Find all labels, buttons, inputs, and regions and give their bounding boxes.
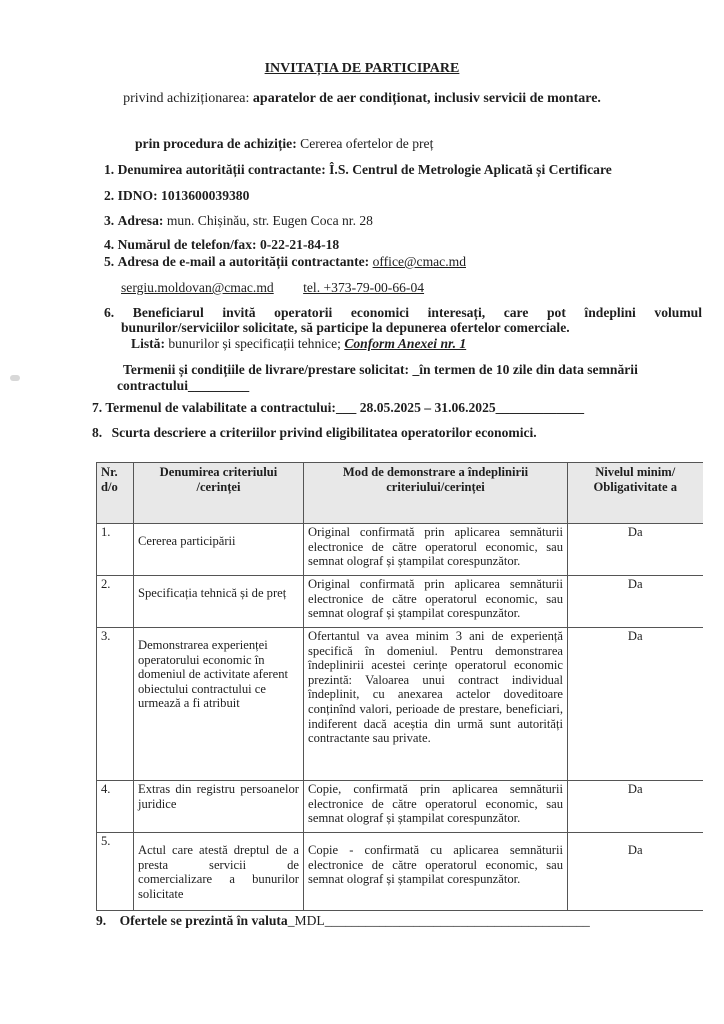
item-number: 1. (104, 162, 115, 177)
row-number: 1. (97, 524, 134, 576)
demonstration-mode: Ofertantul va avea minim 3 ani de experiență specifică în domeniul. Pentru demonstrarea îndeplinirii acestei cerințe operatorul economic prezintă: Valoarea unui contract individual îndeplinit, cu anexarea actelor doveditoare conținînd valori, perioade de prestare, beneficiari, indiferent dacă aceștia din urmă sunt autorități contractante sau private. (304, 628, 568, 781)
terms-blank: _________ (187, 378, 250, 393)
currency-label: Ofertele se prezintă în valuta (119, 913, 288, 928)
address-label: Adresa: (117, 213, 164, 228)
item-number: 5. (104, 254, 115, 269)
table-row (97, 524, 703, 576)
item-number: 2. (104, 188, 115, 203)
criterion-name: Extras din registru persoanelor juridice (134, 781, 304, 833)
validity-post-blank: _____________ (495, 400, 585, 415)
item-6-line1 (104, 305, 702, 321)
header-nr: Nr. d/o (97, 463, 134, 524)
item-7 (92, 400, 584, 416)
delivery-terms-line1: Termenii și condițiile de livrare/prestare solicitat: _în termen de 10 zile din data semnării (123, 362, 638, 377)
item-number: 9. (96, 913, 107, 928)
item-number: 7. (92, 400, 103, 415)
item-number: 6. (104, 305, 115, 320)
contracting-authority: Denumirea autorității contractante: Î.S. Centrul de Metrologie Aplicată și Certificare (117, 162, 612, 177)
table-row (97, 833, 703, 911)
contact-email-link[interactable]: sergiu.moldovan@cmac.md (121, 280, 274, 295)
demonstration-mode: Original confirmată prin aplicarea semnăturii electronice de către operatorul economic, sau semnat olograf și ștampilat corespunzător. (304, 576, 568, 628)
demonstration-mode: Copie, confirmată prin aplicarea semnăturii electronice de către operatorul economic, sau semnat olograf și ștampilat corespunzător. (304, 781, 568, 833)
validity-label: Termenul de valabilitate a contractului: (105, 400, 336, 415)
subtitle-prefix: privind achiziționarea: (123, 91, 253, 106)
subtitle-subject: aparatelor de aer condiționat, inclusiv servicii de montare. (252, 91, 601, 106)
item-number: 3. (104, 213, 115, 228)
currency-value: _MDL (287, 913, 325, 928)
document-title: INVITAȚIA DE PARTICIPARE (264, 61, 460, 76)
eligibility-heading: Scurta descriere a criteriilor privind eligibilitatea operatorilor economici. (111, 425, 537, 440)
contact-line (121, 280, 424, 296)
item-1 (104, 162, 612, 178)
annex-link[interactable]: Conform Anexei nr. 1 (344, 336, 467, 351)
phone-fax: Numărul de telefon/fax: 0-22-21-84-18 (117, 237, 340, 252)
criterion-name: Demonstrarea experienței operatorului economic în domeniul de activitate aferent obiectului contractului ce urmează a fi atribuit (134, 628, 304, 781)
goods-list-line (131, 336, 466, 352)
row-number: 2. (97, 576, 134, 628)
validity-pre-blank: ___ (335, 400, 357, 415)
item-2 (104, 188, 249, 204)
item-9 (96, 913, 590, 929)
procedure-label: prin procedura de achiziție: (135, 136, 297, 151)
terms-contract-word: contractului (117, 378, 188, 393)
scan-artifact (10, 375, 20, 381)
criterion-name: Specificația tehnică și de preț (134, 576, 304, 628)
email-label: Adresa de e-mail a autorității contractante: (117, 254, 370, 269)
idno: IDNO: 1013600039380 (117, 188, 250, 203)
email-link[interactable]: office@cmac.md (372, 254, 466, 269)
required-level: Da (568, 524, 703, 576)
item-3 (104, 213, 373, 229)
eligibility-criteria-table (96, 462, 703, 911)
table-row (97, 628, 703, 781)
demonstration-mode: Copie - confirmată cu aplicarea semnăturii electronice de către operatorul economic, sau semnat olograf și ștampilat corespunzător. (304, 833, 568, 911)
list-label: Listă: (131, 336, 165, 351)
document-subtitle (0, 91, 724, 107)
item-5 (104, 254, 466, 270)
procedure-value: Cererea ofertelor de preț (296, 136, 434, 151)
table-row (97, 781, 703, 833)
required-level: Da (568, 576, 703, 628)
delivery-terms-line2 (117, 378, 249, 394)
item-8 (92, 425, 537, 441)
demonstration-mode: Original confirmată prin aplicarea semnăturii electronice de către operatorul economic, sau semnat olograf și ștampilat corespunzător. (304, 524, 568, 576)
procedure-line (135, 136, 433, 152)
header-level: Nivelul minim/ Obligativitate a (568, 463, 703, 524)
table-header-row (97, 463, 703, 524)
header-criterion: Denumirea criteriului /cerinței (134, 463, 304, 524)
required-level: Da (568, 628, 703, 781)
item-4 (104, 237, 339, 253)
currency-blank: _______________________________________ (324, 913, 590, 928)
item-number: 8. (92, 425, 103, 440)
invitation-text: Beneficiarul invită operatorii economici interesați, care pot îndeplini volumul (132, 305, 702, 320)
contact-phone: tel. +373-79-00-66-04 (303, 280, 425, 295)
row-number: 3. (97, 628, 134, 781)
row-number: 4. (97, 781, 134, 833)
table-row (97, 576, 703, 628)
list-value: bunurilor și specificații tehnice; (164, 336, 341, 351)
address-value: mun. Chișinău, str. Eugen Coca nr. 28 (163, 213, 373, 228)
criterion-name: Actul care atestă dreptul de a presta servicii de comercializare a bunurilor solicitate (134, 833, 304, 911)
required-level: Da (568, 833, 703, 911)
row-number: 5. (97, 833, 134, 911)
item-6-line2: bunurilor/serviciilor solicitate, să participe la depunerea ofertelor comerciale. (121, 320, 570, 335)
required-level: Da (568, 781, 703, 833)
criterion-name: Cererea participării (134, 524, 304, 576)
header-demonstration: Mod de demonstrare a îndeplinirii criteriului/cerinței (304, 463, 568, 524)
item-number: 4. (104, 237, 115, 252)
validity-dates: 28.05.2025 – 31.06.2025 (356, 400, 496, 415)
